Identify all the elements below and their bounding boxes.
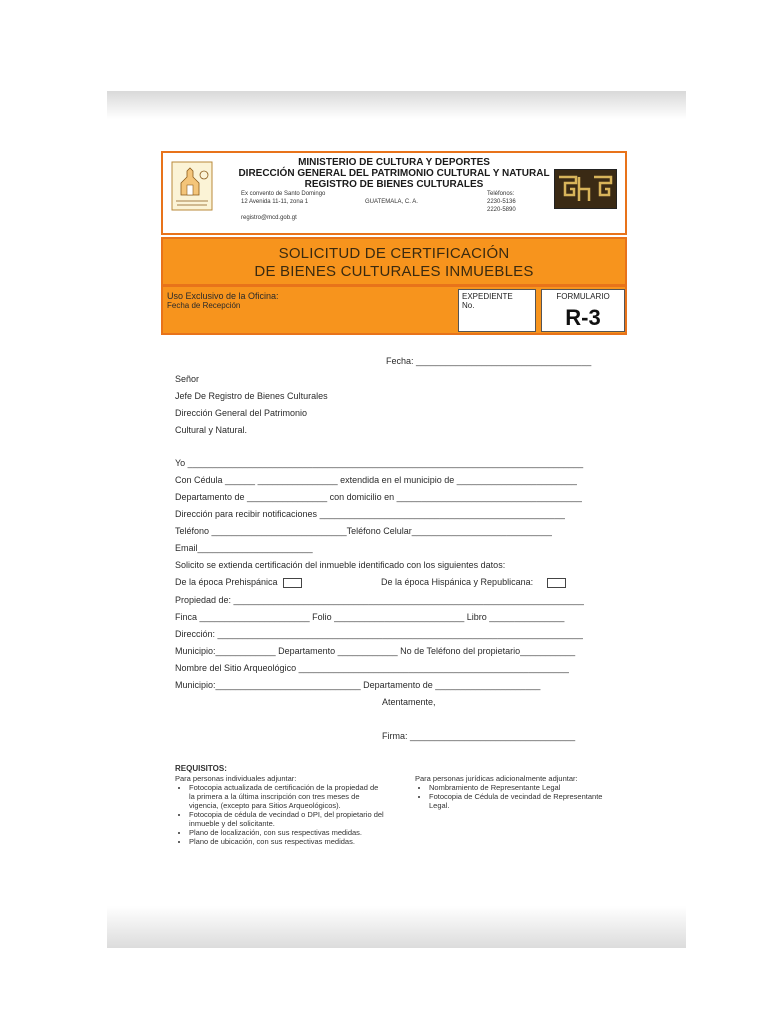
email-field[interactable]: Email_______________________ bbox=[175, 543, 313, 553]
header-phone-2: 2220-5890 bbox=[487, 207, 516, 213]
direccion-field[interactable]: Dirección: _________________________________________________________________________ bbox=[175, 629, 583, 639]
header-phones-label: Teléfonos: bbox=[487, 191, 515, 197]
cedula-field[interactable]: Con Cédula ______ ________________ extendida en el municipio de ________________________ bbox=[175, 475, 577, 485]
recipient-direction: Dirección General del Patrimonio bbox=[175, 408, 308, 418]
individuales-item: • Plano de localización, con sus respectivas medidas. bbox=[189, 828, 385, 837]
office-use-label: Uso Exclusivo de la Oficina: bbox=[167, 291, 279, 301]
header-registry: REGISTRO DE BIENES CULTURALES bbox=[304, 179, 484, 190]
closing-text: Atentamente, bbox=[382, 697, 436, 707]
salutation: Señor bbox=[175, 374, 200, 384]
yo-field[interactable]: Yo _______________________________________________________________________________ bbox=[175, 458, 584, 468]
epoca-hispanica-checkbox[interactable] bbox=[547, 578, 566, 588]
requisitos-title: REQUISITOS: bbox=[175, 764, 227, 773]
reception-date-label: Fecha de Recepción bbox=[167, 301, 241, 310]
header-phone-1: 2230-5136 bbox=[487, 199, 516, 205]
institution-logo bbox=[554, 169, 617, 209]
juridicas-item: • Fotocopia de Cédula de vecindad de Representante Legal. bbox=[429, 792, 615, 810]
form-title-line-2: DE BIENES CULTURALES INMUEBLES bbox=[254, 263, 534, 280]
form-title-box bbox=[161, 237, 627, 286]
form-title-line-1: SOLICITUD DE CERTIFICACIÓN bbox=[278, 245, 510, 262]
propiedad-field[interactable]: Propiedad de: ______________________________________________________________________ bbox=[175, 595, 584, 605]
expediente-label: EXPEDIENTE bbox=[462, 292, 513, 301]
header-city: GUATEMALA, C. A. bbox=[365, 199, 418, 205]
individuales-title: Para personas individuales adjuntar: bbox=[175, 774, 297, 783]
epoca-prehispanica-option[interactable] bbox=[175, 577, 302, 588]
individuales-item: • Fotocopia actualizada de certificación de la propiedad de la primera a la última inscripción con tres meses de vigencia, (excepto para Sitios Arqueológicos). bbox=[189, 783, 385, 810]
requisitos-individuales bbox=[175, 774, 385, 846]
telefono-field[interactable]: Teléfono ___________________________Teléfono Celular____________________________ bbox=[175, 526, 552, 536]
finca-folio-libro-field[interactable]: Finca ______________________ Folio __________________________ Libro _______________ bbox=[175, 612, 565, 622]
individuales-item: • Fotocopia de cédula de vecindad o DPI, del propietario del inmueble y del solicitante. bbox=[189, 810, 385, 828]
header-address-2: 12 Avenida 11-11, zona 1 bbox=[241, 199, 309, 205]
individuales-item: • Plano de ubicación, con sus respectivas medidas. bbox=[189, 837, 385, 846]
juridicas-title: Para personas jurídicas adicionalmente adjuntar: bbox=[415, 774, 578, 783]
office-use-box bbox=[161, 285, 627, 335]
municipio-telefono-field[interactable]: Municipio:____________ Departamento ____________ No de Teléfono del propietario___________ bbox=[175, 646, 576, 656]
formulario-box bbox=[541, 289, 625, 332]
header-box bbox=[161, 151, 627, 235]
epoca-hispanica-label: De la época Hispánica y Republicana: bbox=[381, 577, 534, 587]
fecha-field[interactable]: Fecha: ___________________________________ bbox=[386, 356, 592, 366]
expediente-number-label: No. bbox=[462, 301, 475, 310]
municipio-departamento-field[interactable]: Municipio:_____________________________ Departamento de _____________________ bbox=[175, 680, 541, 690]
header-address-1: Ex convento de Santo Domingo bbox=[241, 191, 326, 197]
epoca-prehispanica-label: De la época Prehispánica bbox=[175, 577, 278, 587]
header-email: registro@mcd.gob.gt bbox=[241, 215, 297, 221]
juridicas-item: • Nombramiento de Representante Legal bbox=[429, 783, 615, 792]
notification-address-field[interactable]: Dirección para recibir notificaciones _________________________________________________ bbox=[175, 509, 565, 519]
departamento-field[interactable]: Departamento de ________________ con domicilio en _____________________________________ bbox=[175, 492, 582, 502]
sitio-arqueologico-field[interactable]: Nombre del Sitio Arqueológico ______________________________________________________ bbox=[175, 663, 569, 673]
recipient-title: Jefe De Registro de Bienes Culturales bbox=[175, 391, 328, 401]
firma-field[interactable]: Firma: _________________________________ bbox=[382, 731, 576, 741]
epoca-prehispanica-checkbox[interactable] bbox=[283, 578, 302, 588]
form-code: R-3 bbox=[565, 305, 601, 330]
requisitos-juridicas bbox=[415, 774, 615, 810]
epoca-hispanica-option[interactable] bbox=[381, 577, 566, 588]
header-ministry: MINISTERIO DE CULTURA Y DEPORTES bbox=[298, 157, 490, 168]
formulario-label: FORMULARIO bbox=[556, 292, 610, 301]
recipient-cultural: Cultural y Natural. bbox=[175, 425, 248, 435]
header-direction: DIRECCIÓN GENERAL DEL PATRIMONIO CULTURAL Y NATURAL bbox=[238, 168, 550, 179]
expediente-box bbox=[458, 289, 536, 332]
document-page bbox=[107, 91, 686, 948]
solicito-text: Solicito se extienda certificación del inmueble identificado con los siguientes datos: bbox=[175, 560, 506, 570]
